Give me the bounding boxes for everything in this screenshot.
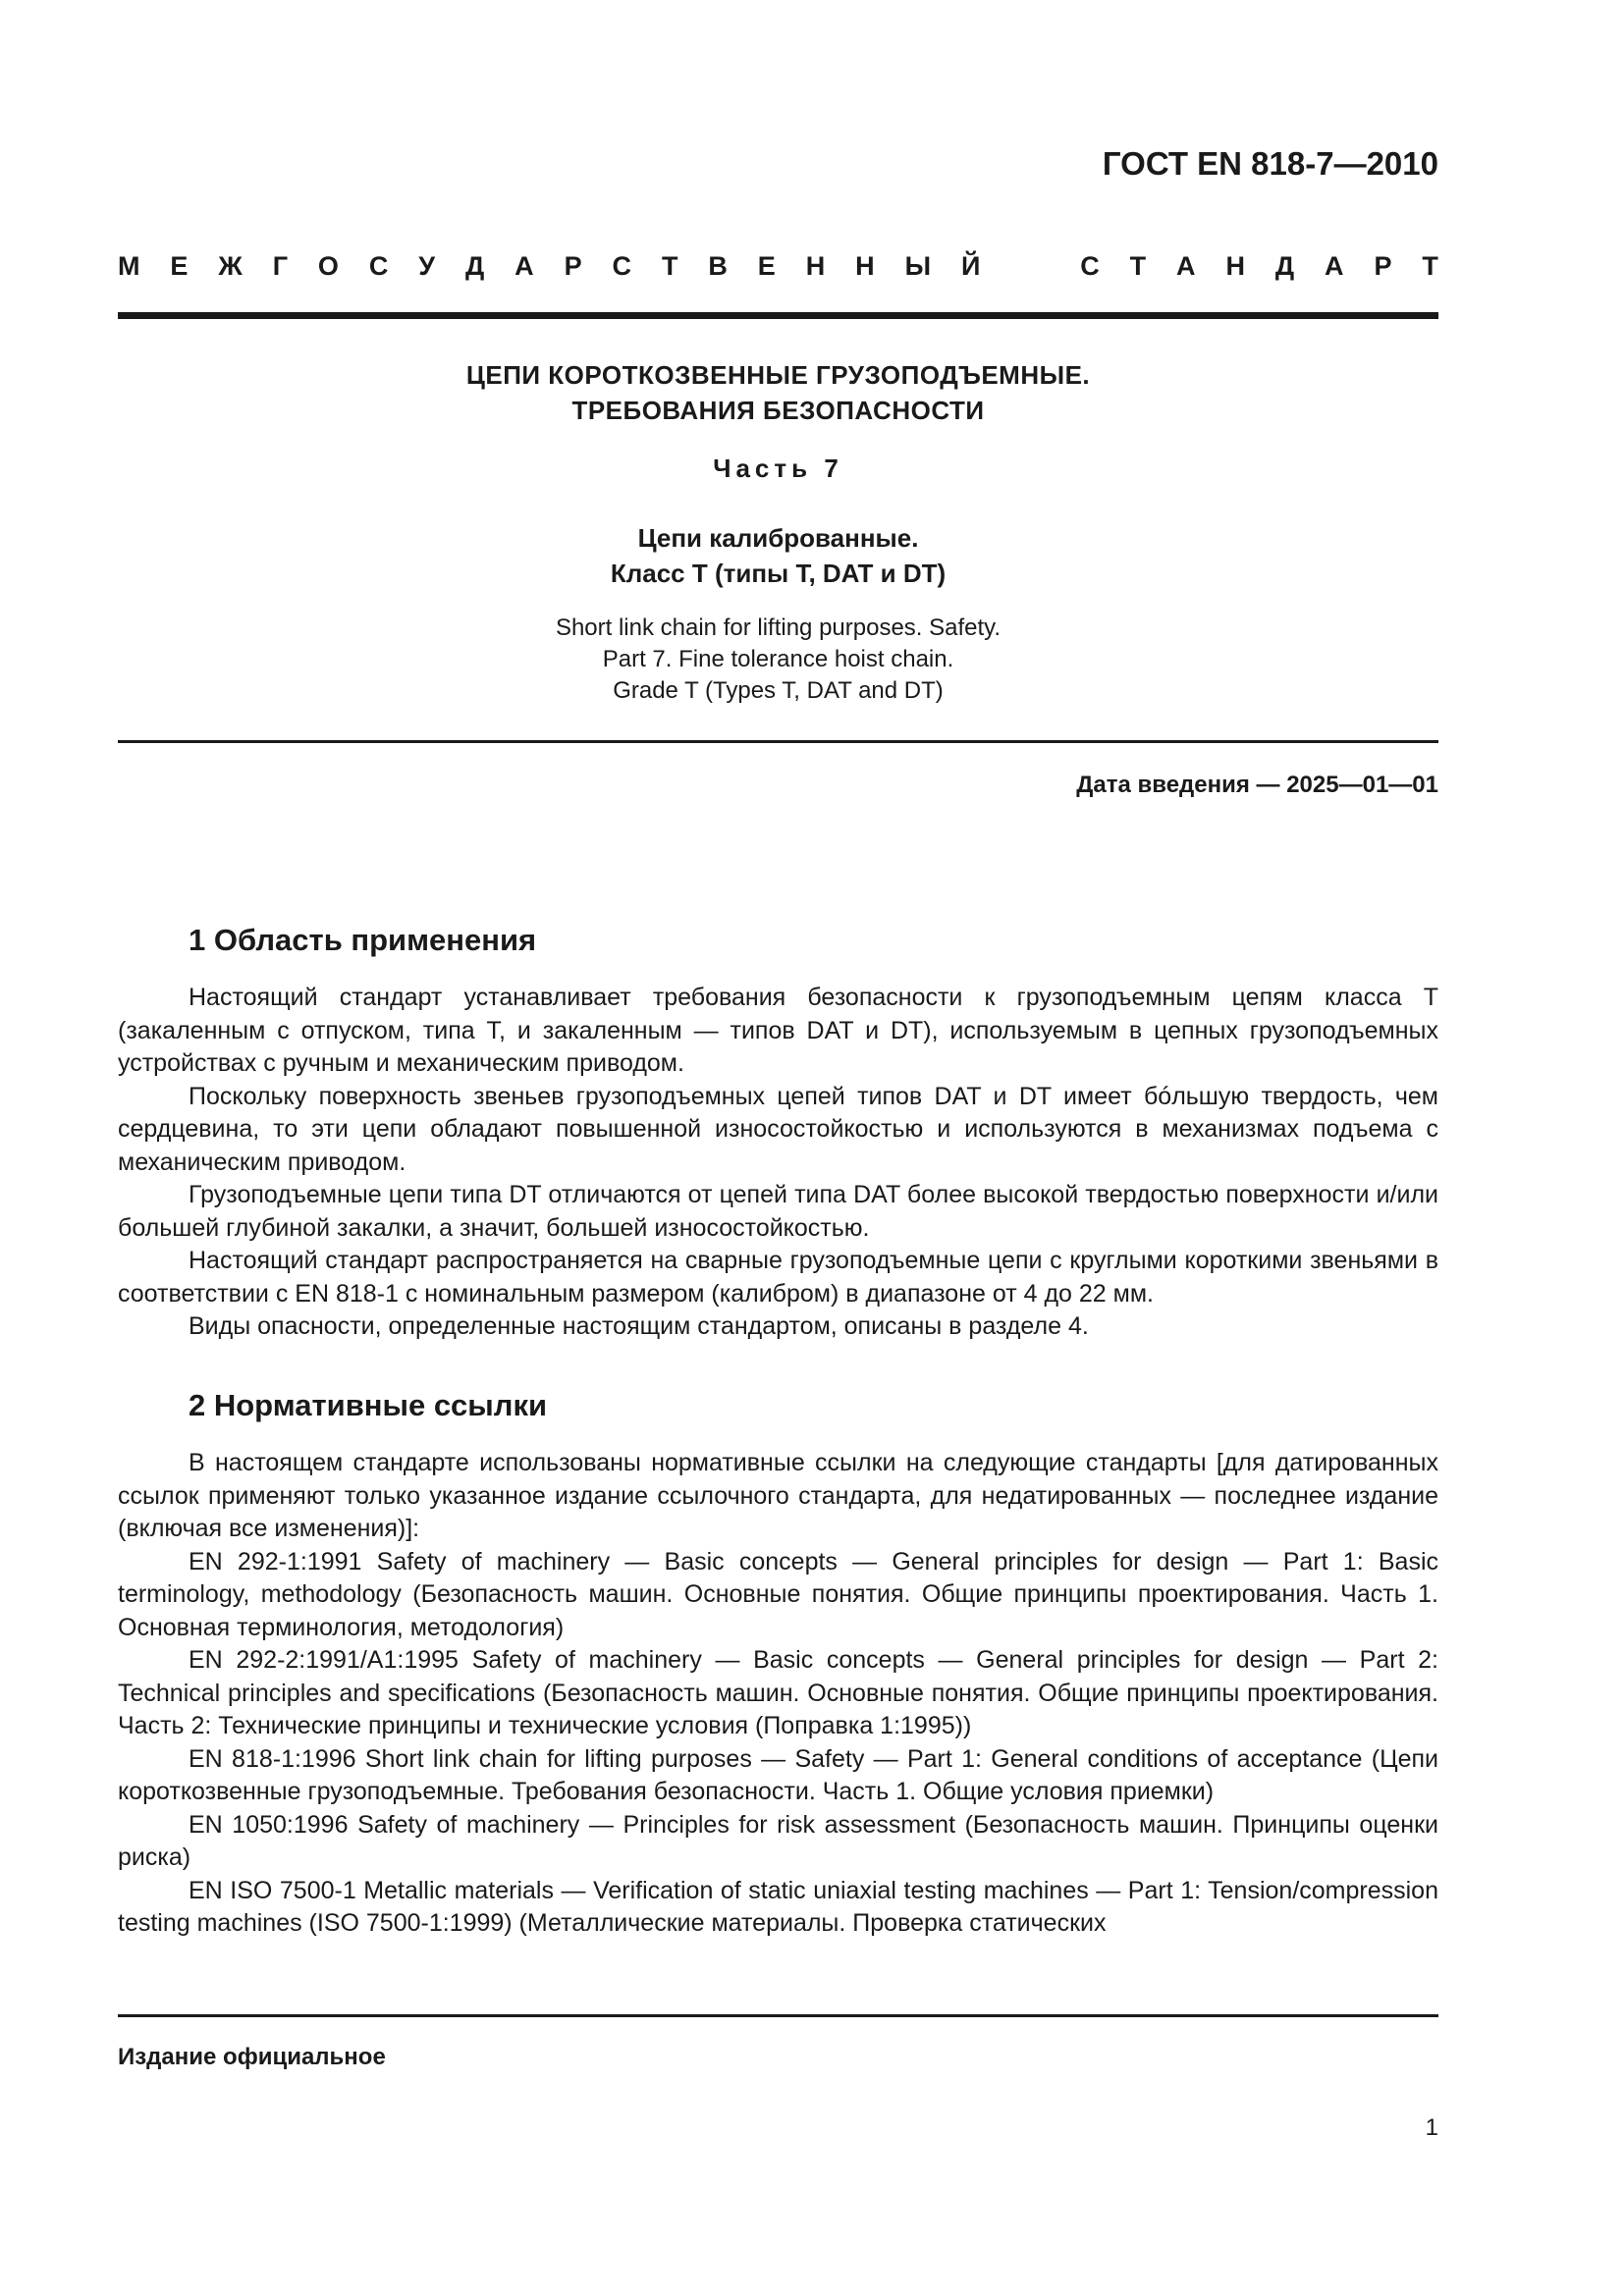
banner-letter: А bbox=[1176, 251, 1196, 281]
edition-label: Издание официальное bbox=[118, 2044, 386, 2070]
banner-letter: А bbox=[514, 251, 534, 281]
banner-letter: А bbox=[1325, 251, 1344, 281]
subtitle-line-1: Цепи калиброванные. bbox=[637, 523, 919, 553]
section-2-heading: 2 Нормативные ссылки bbox=[189, 1388, 548, 1422]
part-label: Часть 7 bbox=[713, 454, 843, 483]
banner-letter: Ж bbox=[218, 251, 243, 281]
banner-letter: Ы bbox=[904, 251, 932, 281]
title-line-2: ТРЕБОВАНИЯ БЕЗОПАСНОСТИ bbox=[571, 396, 985, 425]
paragraph: EN ISO 7500-1 Metallic materials — Verification of static uniaxial testing machines — Part 1: Tension/compression testing machines (ISO 7500-1:1999) (Металлические материалы. Проверка статических bbox=[118, 1876, 1438, 1937]
banner-letter: О bbox=[317, 251, 339, 281]
banner-letter: Р bbox=[1374, 251, 1392, 281]
banner-letter: В bbox=[708, 251, 728, 281]
banner-letter: Н bbox=[855, 251, 875, 281]
section-1-body bbox=[118, 982, 1438, 1344]
section-2-body bbox=[118, 1447, 1438, 1941]
banner-letter: Т bbox=[1422, 251, 1438, 281]
standard-type-banner bbox=[118, 251, 1438, 282]
banner-letter: Е bbox=[170, 251, 189, 281]
paragraph: Поскольку поверхность звеньев грузоподъемных цепей типов DAT и DT имеет бóльшую твердость, чем сердцевина, то эти цепи обладают повышенной износостойкостью и используются в механизмах подъема с механическим приводом. bbox=[118, 1082, 1438, 1176]
footer-rule bbox=[118, 2014, 1438, 2017]
header-rule bbox=[118, 312, 1438, 319]
english-title bbox=[118, 613, 1438, 707]
banner-letter: С bbox=[368, 251, 389, 281]
banner-letter: У bbox=[418, 251, 436, 281]
paragraph: EN 818-1:1996 Short link chain for lifting purposes — Safety — Part 1: General conditions of acceptance (Цепи короткозвенные грузоподъемные. Требования безопасности. Часть 1. Общие условия приемки) bbox=[118, 1744, 1438, 1805]
document-title bbox=[118, 357, 1438, 428]
banner-letter: Т bbox=[1129, 251, 1147, 281]
paragraph: Настоящий стандарт устанавливает требования безопасности к грузоподъемным цепям класса Т (закаленным с отпуском, типа Т, и закаленным — типов DAT и DT), используемым в цепных грузоподъемных устройствах с ручным и механическим приводом. bbox=[118, 984, 1438, 1077]
banner-letter: Д bbox=[465, 251, 485, 281]
title-line-1: ЦЕПИ КОРОТКОЗВЕННЫЕ ГРУЗОПОДЪЕМНЫЕ. bbox=[465, 360, 1091, 390]
document-code: ГОСТ EN 818-7—2010 bbox=[1102, 145, 1438, 182]
banner-letter: Т bbox=[661, 251, 678, 281]
introduction-date: Дата введения — 2025—01—01 bbox=[1076, 772, 1438, 798]
page-number: 1 bbox=[1425, 2114, 1438, 2141]
title-rule bbox=[118, 740, 1438, 743]
banner-letter: Д bbox=[1274, 251, 1295, 281]
banner-letter: С bbox=[1080, 251, 1100, 281]
section-1-heading: 1 Область применения bbox=[189, 923, 537, 957]
banner-letter: Е bbox=[757, 251, 776, 281]
paragraph: Виды опасности, определенные настоящим стандартом, описаны в разделе 4. bbox=[189, 1312, 1089, 1340]
banner-letter: Й bbox=[960, 251, 981, 281]
banner-letter: Н bbox=[1225, 251, 1245, 281]
banner-word-gap bbox=[1010, 251, 1050, 282]
subtitle-line-2: Класс Т (типы T, DAT и DT) bbox=[610, 559, 947, 588]
paragraph: EN 292-2:1991/A1:1995 Safety of machinery — Basic concepts — General principles for design — Part 2: Technical principles and specifications (Безопасность машин. Основные понятия. Общие принципы проектирования. Часть 2: Технические принципы и технические условия (Поправка 1:1995)) bbox=[118, 1646, 1438, 1739]
paragraph: EN 292-1:1991 Safety of machinery — Basic concepts — General principles for design — Part 1: Basic terminology, methodology (Безопасность машин. Основные понятия. Общие принципы проектирования. Часть 1. Основная терминология, методология) bbox=[118, 1547, 1438, 1641]
banner-letter: С bbox=[612, 251, 632, 281]
document-subtitle bbox=[118, 520, 1438, 591]
banner-letter: Н bbox=[805, 251, 826, 281]
banner-letter: Г bbox=[272, 251, 288, 281]
english-title-line-3: Grade T (Types T, DAT and DT) bbox=[613, 677, 944, 704]
banner-letter: Р bbox=[564, 251, 582, 281]
paragraph: В настоящем стандарте использованы нормативные ссылки на следующие стандарты [для датированных ссылок применяют только указанное издание ссылочного стандарта, для недатированных — последнее издание (включая все изменения)]: bbox=[118, 1449, 1438, 1542]
paragraph: Настоящий стандарт распространяется на сварные грузоподъемные цепи с круглыми короткими звеньями в соответствии с EN 818-1 с номинальным размером (калибром) в диапазоне от 4 до 22 мм. bbox=[118, 1247, 1438, 1308]
paragraph: Грузоподъемные цепи типа DT отличаются от цепей типа DAT более высокой твердостью поверхности и/или большей глубиной закалки, а значит, большей износостойкостью. bbox=[118, 1181, 1438, 1242]
paragraph: EN 1050:1996 Safety of machinery — Principles for risk assessment (Безопасность машин. Принципы оценки риска) bbox=[118, 1810, 1438, 1871]
english-title-line-2: Part 7. Fine tolerance hoist chain. bbox=[602, 646, 954, 672]
banner-letter: М bbox=[118, 251, 140, 281]
english-title-line-1: Short link chain for lifting purposes. Safety. bbox=[555, 614, 1001, 641]
